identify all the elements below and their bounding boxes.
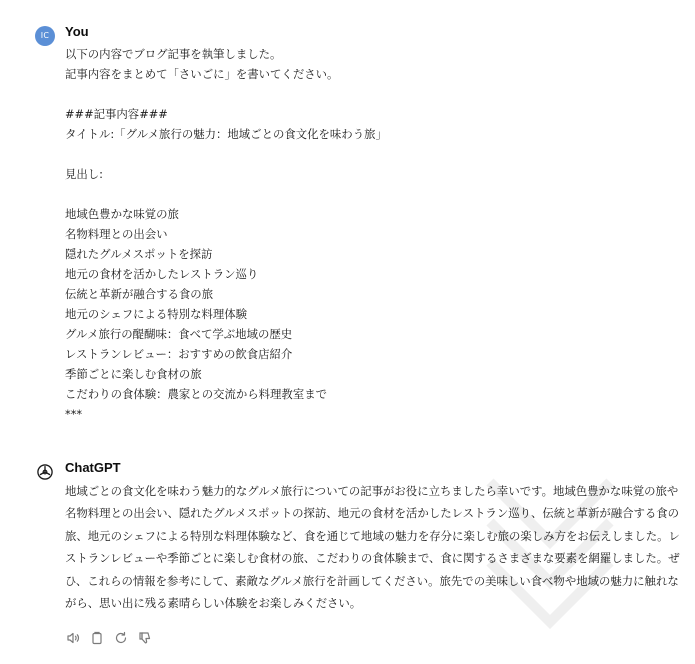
chatgpt-logo-icon xyxy=(35,462,55,482)
user-message-line: タイトル:「グルメ旅行の魅力：地域ごとの食文化を味わう旅」 xyxy=(65,127,387,141)
copy-icon[interactable] xyxy=(89,630,105,646)
user-message-line: 記事内容をまとめて「さいごに」を書いてください。 xyxy=(65,67,339,81)
message-actions xyxy=(65,630,153,646)
assistant-author-name: ChatGPT xyxy=(65,460,121,475)
user-message-line xyxy=(65,144,675,164)
assistant-message-body: 地域ごとの食文化を味わう魅力的なグルメ旅行についての記事がお役に立ちましたら幸いです。地域色豊かな味覚の旅や名物料理との出会い、隠れたグルメスポットの探訪、地元の食材を活かしたレストラン巡り、伝統と革新が融合する食の旅、地元のシェフによる特別な料理体験など、食を通じて地域の魅力を存分に楽しむ旅の楽しみ方をお伝えしました。レストランレビューや季節ごとに楽しむ食材の旅、こだわりの食体験まで、食に関するさまざまな要素を網羅しました。ぜひ、これらの情報を参考にして、素敵なグルメ旅行を計画してください。旅先での美味しい食べ物や地域の魅力に触れながら、思い出に残る素晴らしい体験をお楽しみください。 xyxy=(65,484,680,611)
regenerate-icon[interactable] xyxy=(113,630,129,646)
user-message-line: レストランレビュー：おすすめの飲食店紹介 xyxy=(65,347,293,361)
user-message-line: 以下の内容でブログ記事を執筆しました。 xyxy=(65,47,282,61)
user-message-line: 伝統と革新が融合する食の旅 xyxy=(65,287,214,301)
user-avatar: IC xyxy=(35,26,55,46)
user-message-line: 地元のシェフによる特別な料理体験 xyxy=(65,307,248,321)
watermark-logo xyxy=(470,462,630,632)
user-message-line: 地元の食材を活かしたレストラン巡り xyxy=(65,267,259,281)
user-message-line: 地域色豊かな味覚の旅 xyxy=(65,207,179,221)
user-message-line: ###記事内容### xyxy=(65,107,168,121)
user-author-name: You xyxy=(65,24,89,39)
user-message-line: グルメ旅行の醍醐味：食べて学ぶ地域の歴史 xyxy=(65,327,293,341)
speaker-icon[interactable] xyxy=(65,630,81,646)
user-message-line: こだわりの食体験：農家との交流から料理教室まで xyxy=(65,387,327,401)
user-message-line: 見出し: xyxy=(65,167,104,181)
user-message-line xyxy=(65,184,675,204)
thumbs-down-icon[interactable] xyxy=(137,630,153,646)
user-message-line: *** xyxy=(65,407,83,421)
user-message-line xyxy=(65,84,675,104)
user-message-body xyxy=(65,44,675,424)
user-message-line: 名物料理との出会い xyxy=(65,227,168,241)
user-message-line: 季節ごとに楽しむ食材の旅 xyxy=(65,367,202,381)
user-message-line: 隠れたグルメスポットを探訪 xyxy=(65,247,213,261)
